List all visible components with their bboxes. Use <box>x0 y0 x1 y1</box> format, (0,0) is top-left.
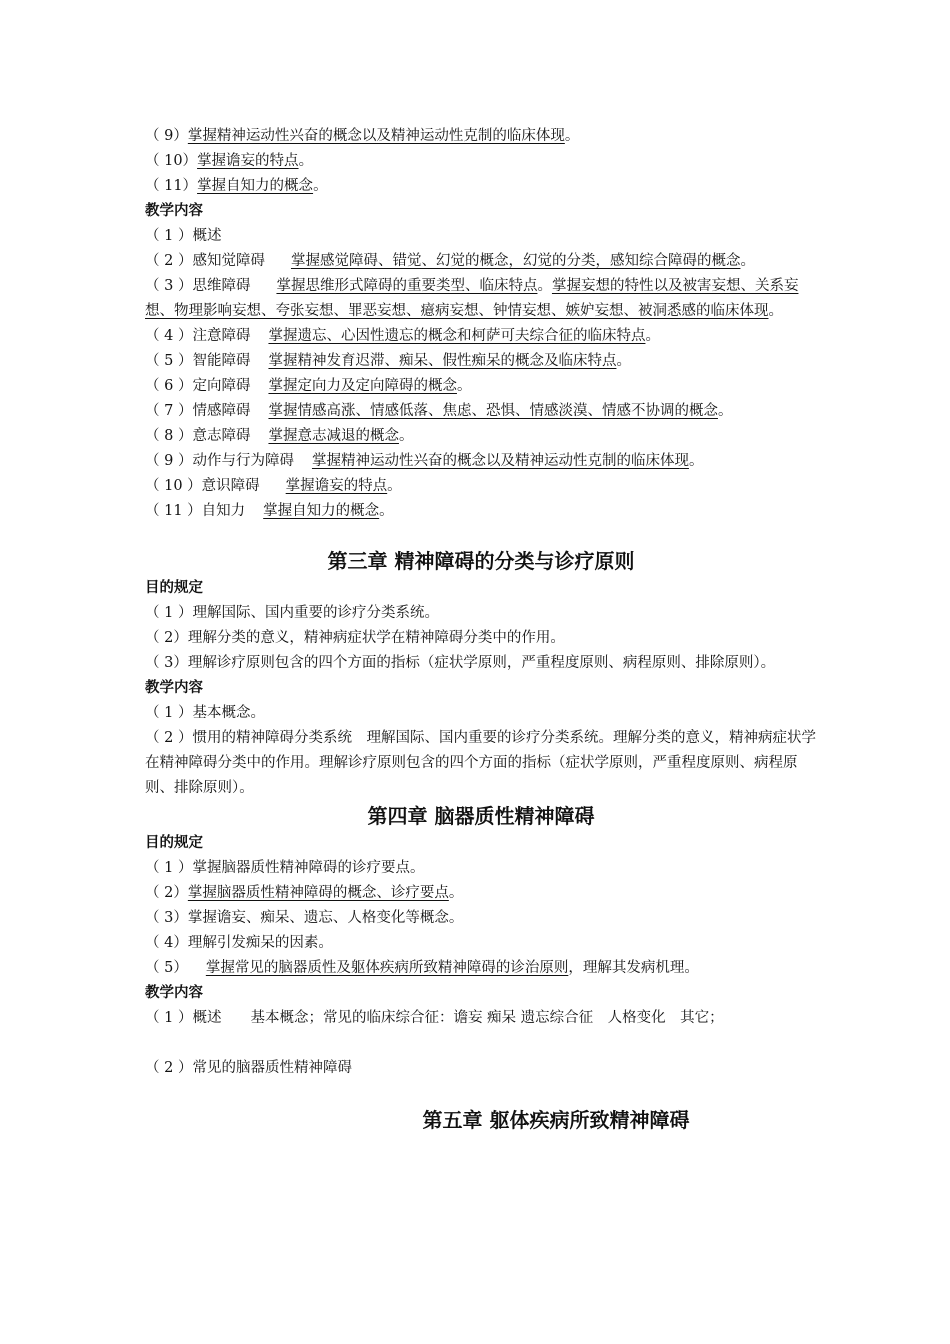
section-heading: 教学内容 <box>145 985 203 1001</box>
teach-line: （ 2 ）常见的脑器质性精神障碍 <box>145 1060 352 1076</box>
section-heading: 教学内容 <box>145 203 203 219</box>
teach-line-8: （ 8 ）意志障碍 掌握意志减退的概念。 <box>145 428 414 444</box>
document-body <box>145 124 817 1135</box>
chapter-title: 第三章 精神障碍的分类与诊疗原则 <box>327 549 635 573</box>
teach-line-6: （ 6 ）定向障碍 掌握定向力及定向障碍的概念。 <box>145 378 472 394</box>
underlined-text: 掌握感觉障碍、错觉、幻觉的概念，幻觉的分类，感知综合障碍的概念 <box>290 253 741 269</box>
underlined-text: 掌握精神发育迟滞、痴呆、假性痴呆的概念及临床特点 <box>268 353 617 369</box>
goal-line: （ 5） 掌握常见的脑器质性及躯体疾病所致精神障碍的诊治原则，理解其发病机理。 <box>145 960 699 976</box>
underlined-text: 掌握定向力及定向障碍的概念 <box>268 378 457 394</box>
objective-line-9: （ 9）掌握精神运动性兴奋的概念以及精神运动性克制的临床体现。 <box>145 128 580 144</box>
teach-line-1: （ 1 ）概述 <box>145 228 222 244</box>
chapter-title: 第五章 躯体疾病所致精神障碍 <box>422 1108 690 1132</box>
teach-line-11: （ 11 ）自知力 掌握自知力的概念。 <box>145 503 394 519</box>
goal-line: （ 1 ）掌握脑器质性精神障碍的诊疗要点。 <box>145 860 425 876</box>
teach-line-4: （ 4 ）注意障碍 掌握遗忘、心因性遗忘的概念和柯萨可夫综合征的临床特点。 <box>145 328 660 344</box>
goal-line: （ 3）理解诊疗原则包含的四个方面的指标（症状学原则，严重程度原则、病程原则、排除原则）。 <box>145 655 776 671</box>
underlined-text: 掌握情感高涨、情感低落、焦虑、恐惧、情感淡漠、情感不协调的概念 <box>268 403 718 419</box>
teach-line-9: （ 9 ）动作与行为障碍 掌握精神运动性兴奋的概念以及精神运动性克制的临床体现。 <box>145 453 704 469</box>
underlined-text: 掌握妄想的特性以及被害妄想、关系妄想、物理影响妄想、夸张妄想、罪恶妄想、癔病妄想、钟情妄想、嫉妒妄想、被洞悉感的临床体现 <box>145 278 799 319</box>
teach-line: （ 1 ）概述 基本概念；常见的临床综合征：谵妄 痴呆 遗忘综合征 人格变化 其它； <box>145 1010 724 1026</box>
section-heading: 目的规定 <box>145 835 203 851</box>
underlined-text: 掌握意志减退的概念 <box>268 428 399 444</box>
section-heading: 目的规定 <box>145 580 203 596</box>
underlined-text: 掌握精神运动性兴奋的概念以及精神运动性克制的临床体现 <box>187 128 565 144</box>
teach-line: （ 2 ）惯用的精神障碍分类系统 理解国际、国内重要的诊疗分类系统。理解分类的意义，精神病症状学在精神障碍分类中的作用。理解诊疗原则包含的四个方面的指标（症状学原则，严重程度原则、病程原则、排除原则）。 <box>145 730 816 796</box>
underlined-text: 掌握遗忘、心因性遗忘的概念和柯萨可夫综合征的临床特点 <box>268 328 646 344</box>
underlined-text: 掌握谵妄的特点 <box>197 153 299 169</box>
underlined-text: 掌握谵妄的特点 <box>285 478 388 494</box>
objective-line-11: （ 11）掌握自知力的概念。 <box>145 178 328 194</box>
teach-line-5: （ 5 ）智能障碍 掌握精神发育迟滞、痴呆、假性痴呆的概念及临床特点。 <box>145 353 631 369</box>
teach-line: （ 1 ）基本概念。 <box>145 705 265 721</box>
underlined-text: 掌握常见的脑器质性及躯体疾病所致精神障碍的诊治原则 <box>205 960 569 976</box>
section-heading: 教学内容 <box>145 680 203 696</box>
goal-line: （ 2）理解分类的意义，精神病症状学在精神障碍分类中的作用。 <box>145 630 565 646</box>
goal-line: （ 3）掌握谵妄、痴呆、遗忘、人格变化等概念。 <box>145 910 464 926</box>
underlined-text: 掌握自知力的概念 <box>197 178 314 194</box>
underlined-text: 掌握自知力的概念 <box>263 503 380 519</box>
teach-line-7: （ 7 ）情感障碍 掌握情感高涨、情感低落、焦虑、恐惧、情感淡漠、情感不协调的概念。 <box>145 403 733 419</box>
underlined-text: 掌握精神运动性兴奋的概念以及精神运动性克制的临床体现 <box>311 453 689 469</box>
goal-line: （ 4）理解引发痴呆的因素。 <box>145 935 333 951</box>
chapter-title: 第四章 脑器质性精神障碍 <box>367 804 595 828</box>
goal-line: （ 1 ）理解国际、国内重要的诊疗分类系统。 <box>145 605 439 621</box>
teach-line-3: （ 3 ）思维障碍 掌握思维形式障碍的重要类型、临床特点。掌握妄想的特性以及被害妄想、关系妄想、物理影响妄想、夸张妄想、罪恶妄想、癔病妄想、钟情妄想、嫉妒妄想、被洞悉感的临床体现。 <box>145 278 799 319</box>
underlined-text: 掌握脑器质性精神障碍的概念、诊疗要点 <box>187 885 449 901</box>
objective-line-10: （ 10）掌握谵妄的特点。 <box>145 153 314 169</box>
teach-line-2: （ 2 ）感知觉障碍 掌握感觉障碍、错觉、幻觉的概念，幻觉的分类，感知综合障碍的概念。 <box>145 253 755 269</box>
goal-line: （ 2）掌握脑器质性精神障碍的概念、诊疗要点。 <box>145 885 464 901</box>
teach-line-10: （ 10 ）意识障碍 掌握谵妄的特点。 <box>145 478 402 494</box>
underlined-text: 掌握思维形式障碍的重要类型、临床特点 <box>276 278 538 294</box>
